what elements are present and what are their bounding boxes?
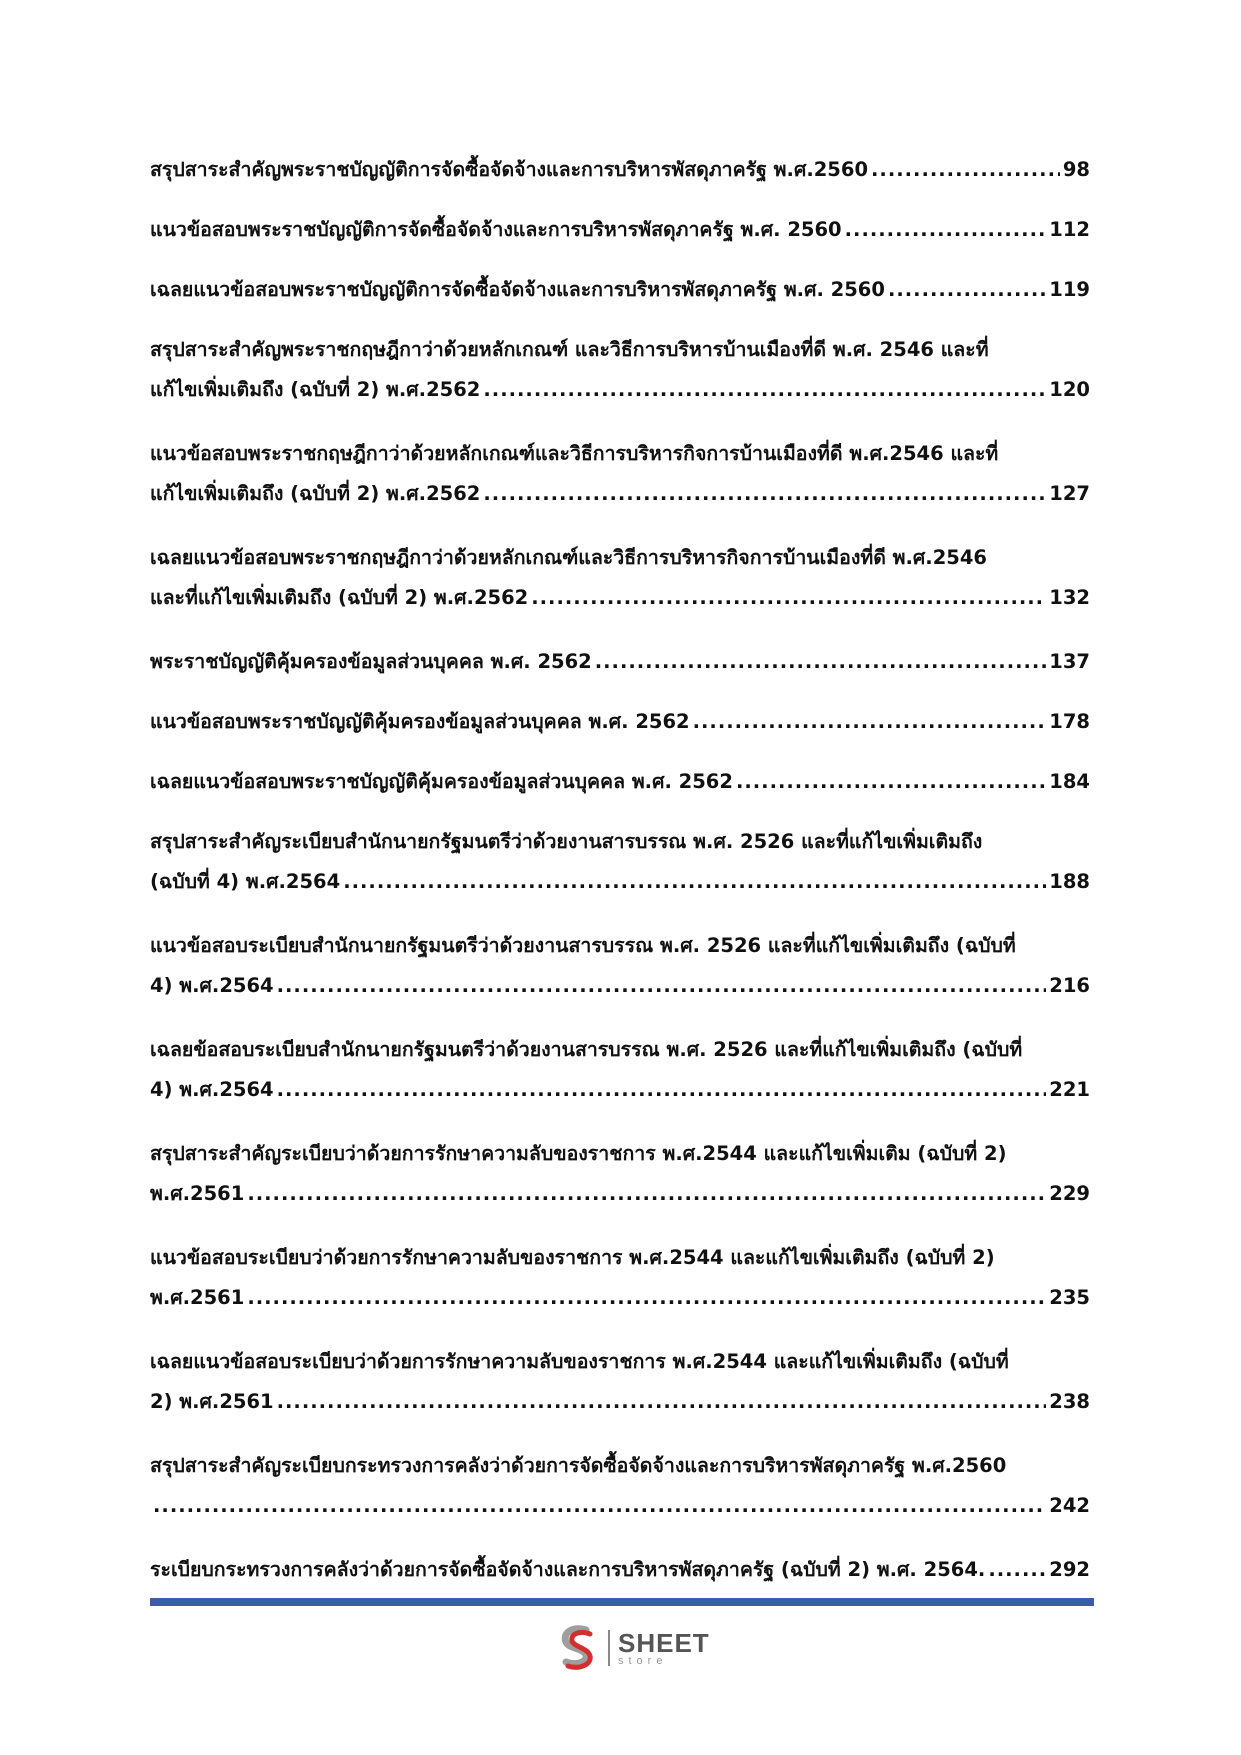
toc-page-number: 112 [1049,218,1090,241]
toc-entry-title: แก้ไขเพิ่มเติมถึง (ฉบับที่ 2) พ.ศ.2562 [150,378,481,401]
toc-leader-dots [845,210,1047,250]
toc-page-number: 120 [1049,378,1090,401]
toc-entry-title: สรุปสาระสำคัญระเบียบสำนักนายกรัฐมนตรีว่าด้วยงานสารบรรณ พ.ศ. 2526 และที่แก้ไขเพิ่มเติมถึง [150,830,983,853]
toc-entry-line [150,578,1090,618]
toc-leader-dots [343,862,1046,902]
toc-entry-title: เฉลยแนวข้อสอบพระราชกฤษฎีกาว่าด้วยหลักเกณฑ์และวิธีการบริหารกิจการบ้านเมืองที่ดี พ.ศ.2546 [150,546,987,569]
toc-leader-dots [277,1382,1047,1422]
toc-entry-line [150,926,1090,966]
toc-leader-dots [483,370,1046,410]
toc-page-number: 119 [1049,278,1090,301]
toc-entry-title: แนวข้อสอบพระราชกฤษฎีกาว่าด้วยหลักเกณฑ์และวิธีการบริหารกิจการบ้านเมืองที่ดี พ.ศ.2546 และที่ [150,442,999,465]
toc-entry-title: แก้ไขเพิ่มเติมถึง (ฉบับที่ 2) พ.ศ.2562 [150,482,481,505]
toc-entry-title: เฉลยแนวข้อสอบพระราชบัญญัติคุ้มครองข้อมูลส่วนบุคคล พ.ศ. 2562 [150,770,733,793]
toc-leader-dots [277,1070,1047,1110]
toc-entry-line [150,270,1090,310]
table-of-contents [150,150,1090,1610]
toc-entry-title: และที่แก้ไขเพิ่มเติมถึง (ฉบับที่ 2) พ.ศ.2562 [150,586,529,609]
toc-page-number: 292 [1049,1558,1090,1581]
toc-page-number: 178 [1049,710,1090,733]
toc-entry-title: แนวข้อสอบระเบียบว่าด้วยการรักษาความลับของราชการ พ.ศ.2544 และแก้ไขเพิ่มเติมถึง (ฉบับที่ 2) [150,1246,995,1269]
toc-entry[interactable] [150,1446,1090,1526]
toc-entry-line [150,862,1090,902]
toc-entry-line [150,1070,1090,1110]
toc-entry-line [150,1382,1090,1422]
toc-entry-line [150,702,1090,742]
toc-entry-title: พระราชบัญญัติคุ้มครองข้อมูลส่วนบุคคล พ.ศ. 2562 [150,650,592,673]
toc-leader-dots [153,1486,1046,1526]
toc-entry-line [150,538,1090,578]
toc-leader-dots [693,702,1047,742]
toc-entry[interactable] [150,538,1090,618]
toc-entry[interactable] [150,434,1090,514]
toc-entry-title: (ฉบับที่ 4) พ.ศ.2564 [150,870,341,893]
toc-entry-line [150,1238,1090,1278]
toc-entry-title: 4) พ.ศ.2564 [150,974,274,997]
toc-leader-dots [277,966,1047,1006]
toc-entry-line [150,330,1090,370]
toc-leader-dots [531,578,1046,618]
toc-entry-line [150,1174,1090,1214]
toc-entry-line [150,1278,1090,1318]
toc-page-number: 242 [1049,1494,1090,1517]
toc-entry-title: สรุปสาระสำคัญพระราชกฤษฎีกาว่าด้วยหลักเกณฑ์ และวิธีการบริหารบ้านเมืองที่ดี พ.ศ. 2546 และที่ [150,338,989,361]
toc-entry-title: 2) พ.ศ.2561 [150,1390,274,1413]
toc-entry-line [150,434,1090,474]
toc-page-number: 221 [1049,1078,1090,1101]
toc-leader-dots [888,270,1046,310]
toc-leader-dots [736,762,1046,802]
toc-entry[interactable] [150,270,1090,310]
toc-entry-line [150,1134,1090,1174]
toc-entry-line [150,642,1090,682]
toc-entry-title: เฉลยแนวข้อสอบพระราชบัญญัติการจัดซื้อจัดจ้างและการบริหารพัสดุภาครัฐ พ.ศ. 2560 [150,278,885,301]
toc-entry-title: ระเบียบกระทรวงการคลังว่าด้วยการจัดซื้อจัดจ้างและการบริหารพัสดุภาครัฐ (ฉบับที่ 2) พ.ศ. 2564. [150,1558,986,1581]
sheet-logo-icon [556,1624,600,1672]
toc-leader-dots [595,642,1047,682]
toc-entry-line [150,1030,1090,1070]
toc-entry-line [150,966,1090,1006]
toc-entry[interactable] [150,1238,1090,1318]
toc-leader-dots [871,150,1060,190]
logo-brand-text: SHEET [618,1627,710,1658]
toc-page-number: 188 [1049,870,1090,893]
toc-entry[interactable] [150,822,1090,902]
toc-page-number: 127 [1049,482,1090,505]
toc-entry-line [150,762,1090,802]
toc-entry-line [150,1550,1090,1590]
toc-entry-title: แนวข้อสอบพระราชบัญญัติคุ้มครองข้อมูลส่วนบุคคล พ.ศ. 2562 [150,710,690,733]
toc-entry[interactable] [150,762,1090,802]
toc-page-number: 229 [1049,1182,1090,1205]
toc-entry-title: แนวข้อสอบพระราชบัญญัติการจัดซื้อจัดจ้างและการบริหารพัสดุภาครัฐ พ.ศ. 2560 [150,218,842,241]
toc-page-number: 235 [1049,1286,1090,1309]
toc-leader-dots [247,1174,1046,1214]
toc-entry-line [150,1486,1090,1526]
toc-entry-title: พ.ศ.2561 [150,1182,245,1205]
toc-entry-line [150,370,1090,410]
toc-page-number: 132 [1049,586,1090,609]
toc-entry[interactable] [150,1134,1090,1214]
logo-sub-text: store [618,1654,668,1667]
sheet-store-logo [556,1620,716,1676]
toc-entry-line [150,1446,1090,1486]
logo-separator [608,1630,610,1666]
toc-entry-title: พ.ศ.2561 [150,1286,245,1309]
toc-entry-title: แนวข้อสอบระเบียบสำนักนายกรัฐมนตรีว่าด้วยงานสารบรรณ พ.ศ. 2526 และที่แก้ไขเพิ่มเติมถึง (ฉบับที่ [150,934,1016,957]
toc-entry-line [150,150,1090,190]
toc-leader-dots [988,1550,1046,1590]
toc-entry-title: สรุปสาระสำคัญพระราชบัญญัติการจัดซื้อจัดจ้างและการบริหารพัสดุภาครัฐ พ.ศ.2560 [150,158,869,181]
toc-leader-dots [483,474,1046,514]
toc-entry[interactable] [150,1030,1090,1110]
toc-entry-title: เฉลยแนวข้อสอบระเบียบว่าด้วยการรักษาความลับของราชการ พ.ศ.2544 และแก้ไขเพิ่มเติมถึง (ฉบับที่ [150,1350,1009,1373]
toc-page-number: 216 [1049,974,1090,997]
toc-entry[interactable] [150,642,1090,682]
toc-entry-title: สรุปสาระสำคัญระเบียบว่าด้วยการรักษาความลับของราชการ พ.ศ.2544 และแก้ไขเพิ่มเติม (ฉบับที่ 2) [150,1142,1007,1165]
toc-page-number: 137 [1049,650,1090,673]
footer-rule [150,1598,1094,1606]
toc-entry[interactable] [150,1342,1090,1422]
toc-page-number: 238 [1049,1390,1090,1413]
toc-page-number: 184 [1049,770,1090,793]
toc-entry-line [150,1342,1090,1382]
toc-entry[interactable] [150,210,1090,250]
toc-entry[interactable] [150,926,1090,1006]
toc-entry-title: 4) พ.ศ.2564 [150,1078,274,1101]
toc-entry-title: สรุปสาระสำคัญระเบียบกระทรวงการคลังว่าด้วยการจัดซื้อจัดจ้างและการบริหารพัสดุภาครัฐ พ.ศ.2560 [150,1454,1007,1477]
toc-entry[interactable] [150,1550,1090,1590]
toc-entry[interactable] [150,330,1090,410]
toc-entry-line [150,474,1090,514]
toc-entry-title: เฉลยข้อสอบระเบียบสำนักนายกรัฐมนตรีว่าด้วยงานสารบรรณ พ.ศ. 2526 และที่แก้ไขเพิ่มเติมถึง (ฉบับที่ [150,1038,1023,1061]
toc-entry-line [150,210,1090,250]
toc-page-number: 98 [1062,158,1090,181]
toc-leader-dots [247,1278,1046,1318]
toc-entry[interactable] [150,150,1090,190]
toc-entry[interactable] [150,702,1090,742]
toc-entry-line [150,822,1090,862]
